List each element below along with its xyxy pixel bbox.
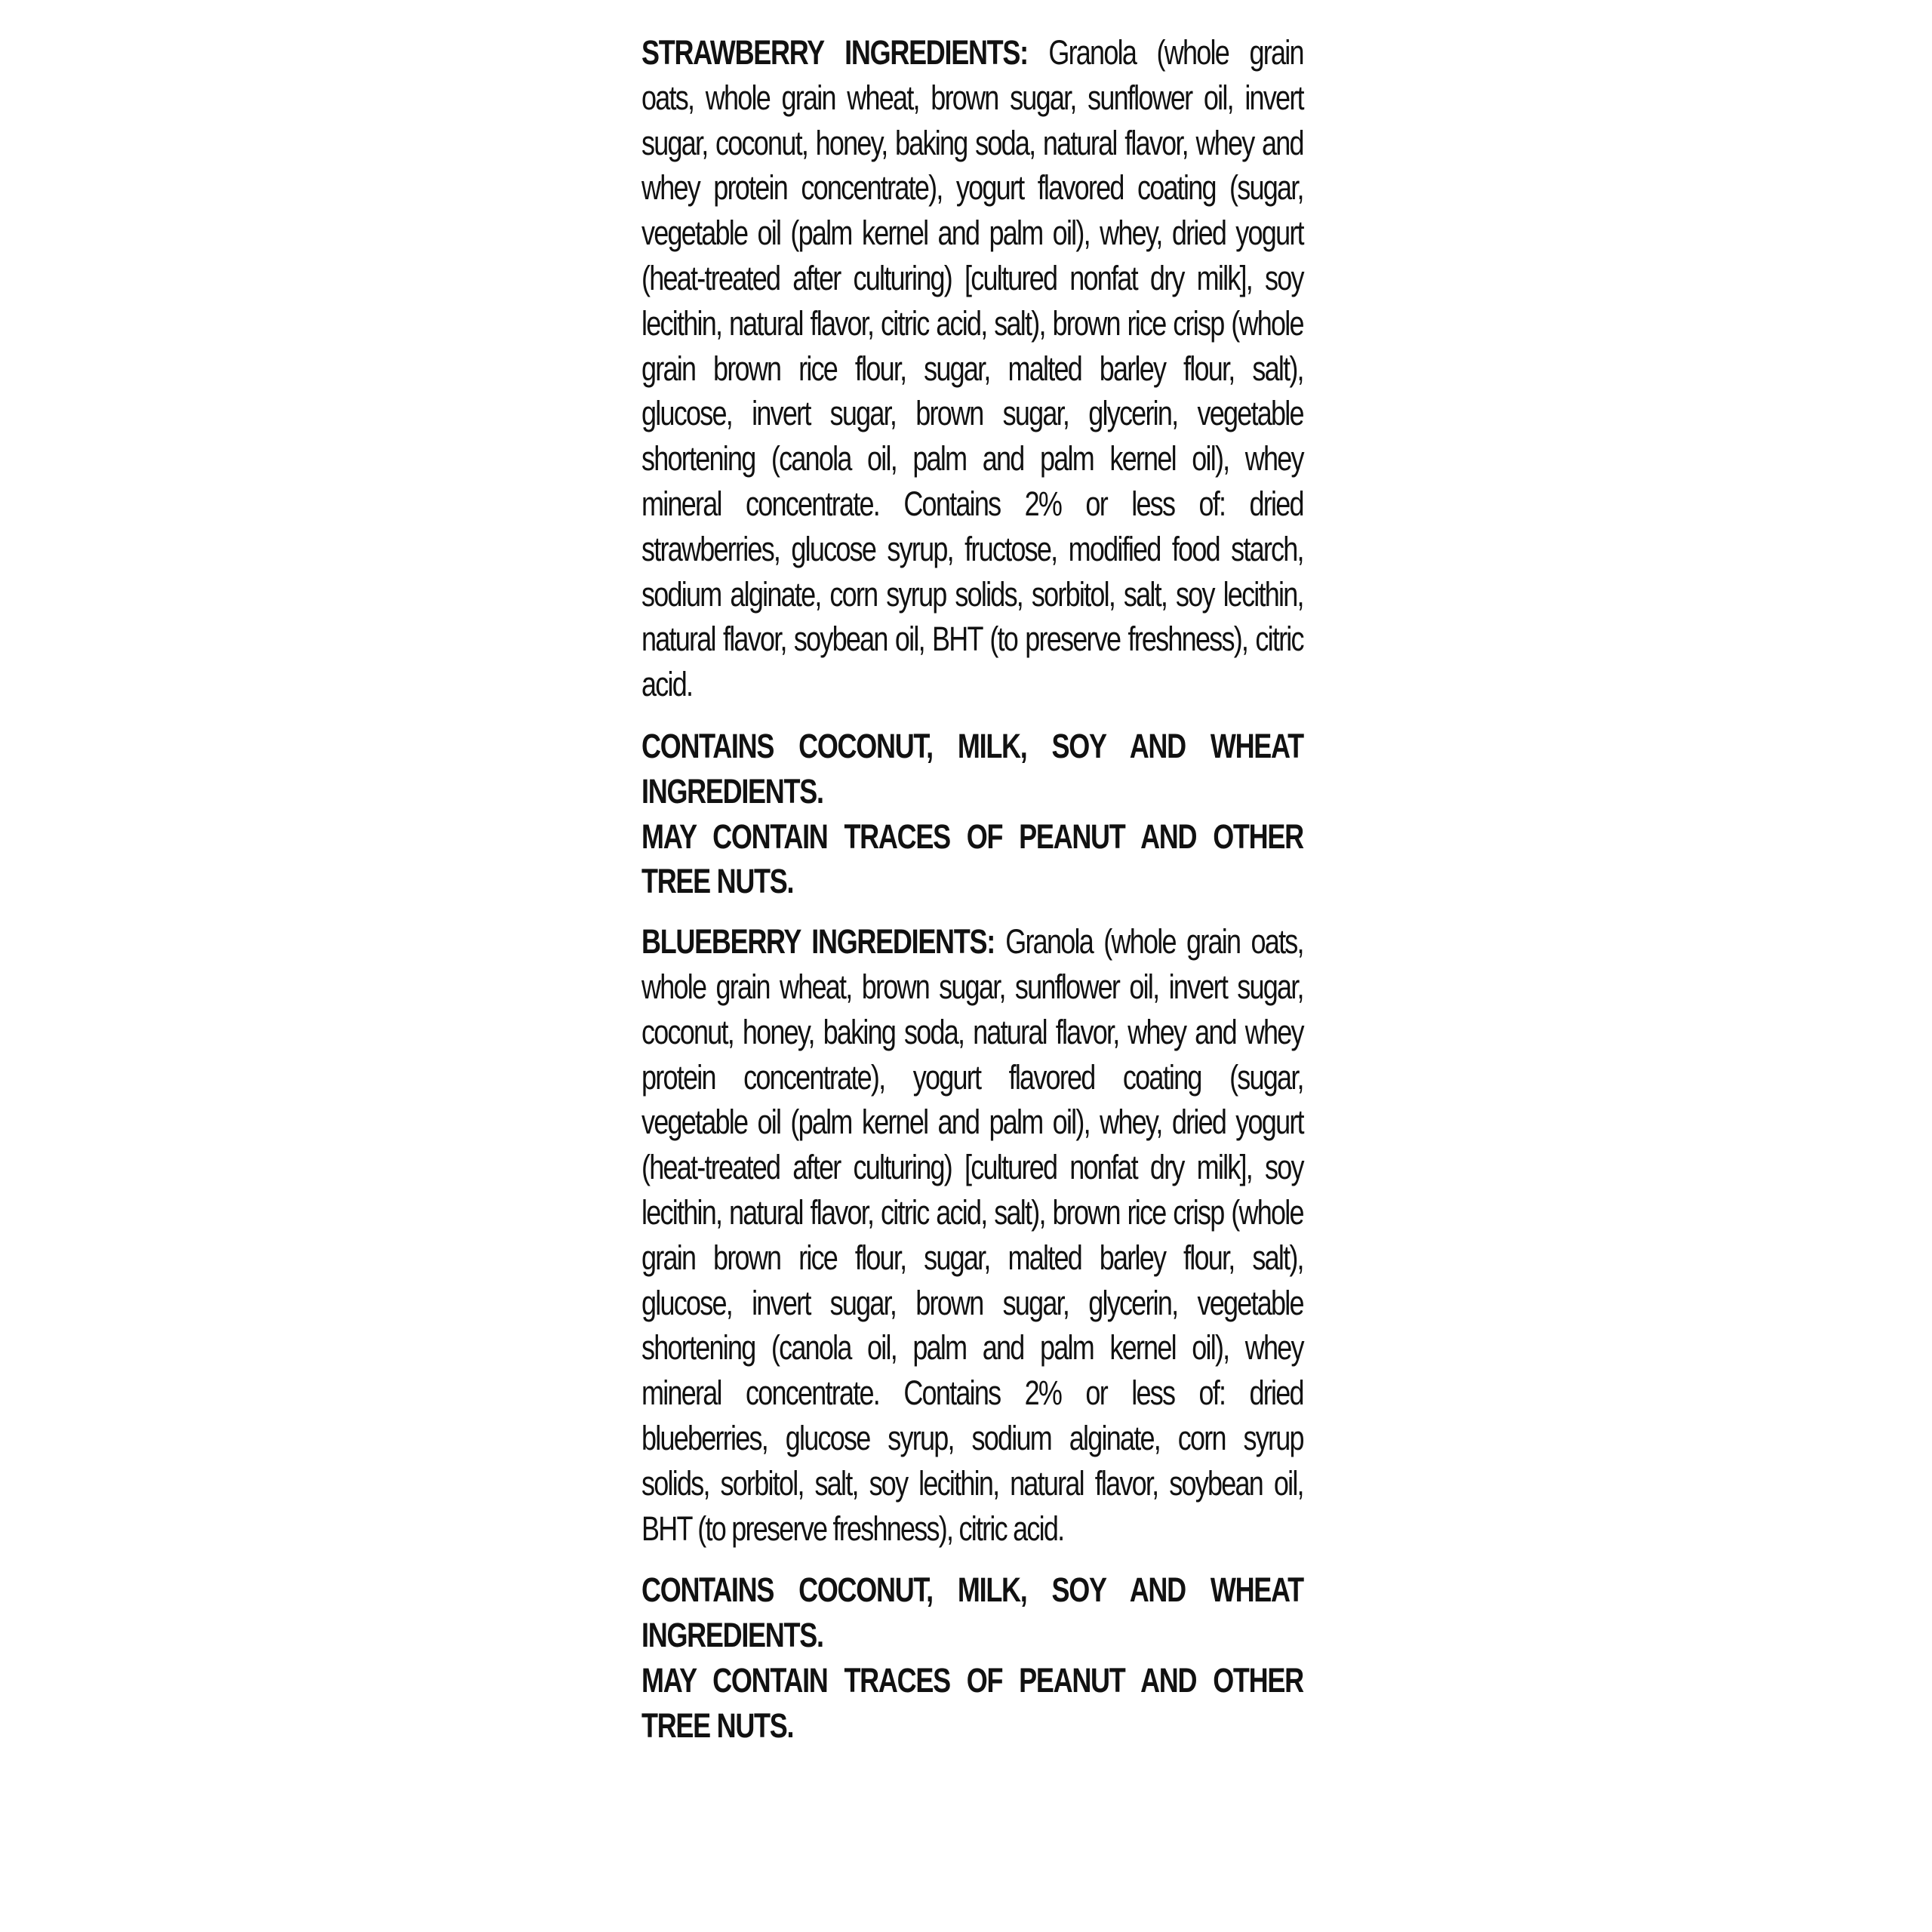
blueberry-ingredients-text: Granola (whole grain oats, whole grain wheat, brown sugar, sunflower oil, invert sugar, coconut, honey, baking soda, natural flavor, whey and whey protein concentrate), yogurt flavored coating (sugar, vegetable oil (palm kernel and palm oil), whey, dried yogurt (heat-treated after culturing) [cultured nonfat dry milk], soy lecithin, natural flavor, citric acid, salt), brown rice crisp (whole grain brown rice flour, sugar, malted barley flour, salt), glucose, invert sugar, brown sugar, glycerin, vegetable shortening (canola oil, palm and palm kernel oil), whey mineral concentrate. Contains 2% or less of: dried blueberries, glucose syrup, sodium alginate, corn syrup solids, sorbitol, salt, soy lecithin, natural flavor, soybean oil, BHT (to preserve freshness), citric acid. xyxy=(641,922,1303,1548)
blueberry-heading: BLUEBERRY INGREDIENTS: xyxy=(641,922,995,961)
blueberry-contains-statement: CONTAINS COCONUT, MILK, SOY AND WHEAT INGREDIENTS. xyxy=(641,1571,1303,1655)
strawberry-heading: STRAWBERRY INGREDIENTS: xyxy=(641,33,1028,72)
strawberry-ingredients xyxy=(641,30,1303,707)
ingredients-panel xyxy=(641,30,1303,1902)
blueberry-may-contain-statement: MAY CONTAIN TRACES OF PEANUT AND OTHER TREE NUTS. xyxy=(641,1660,1303,1745)
blueberry-ingredients xyxy=(641,919,1303,1551)
strawberry-ingredients-text: Granola (whole grain oats, whole grain wheat, brown sugar, sunflower oil, invert sugar, coconut, honey, baking soda, natural flavor, whey and whey protein concentrate), yogurt flavored coating (sugar, vegetable oil (palm kernel and palm oil), whey, dried yogurt (heat-treated after culturing) [cultured nonfat dry milk], soy lecithin, natural flavor, citric acid, salt), brown rice crisp (whole grain brown rice flour, sugar, malted barley flour, salt), glucose, invert sugar, brown sugar, glycerin, vegetable shortening (canola oil, palm and palm kernel oil), whey mineral concentrate. Contains 2% or less of: dried strawberries, glucose syrup, fructose, modified food starch, sodium alginate, corn syrup solids, sorbitol, salt, soy lecithin, natural flavor, soybean oil, BHT (to preserve freshness), citric acid. xyxy=(641,33,1303,704)
strawberry-may-contain-statement: MAY CONTAIN TRACES OF PEANUT AND OTHER TREE NUTS. xyxy=(641,817,1303,901)
strawberry-contains-statement: CONTAINS COCONUT, MILK, SOY AND WHEAT INGREDIENTS. xyxy=(641,726,1303,811)
